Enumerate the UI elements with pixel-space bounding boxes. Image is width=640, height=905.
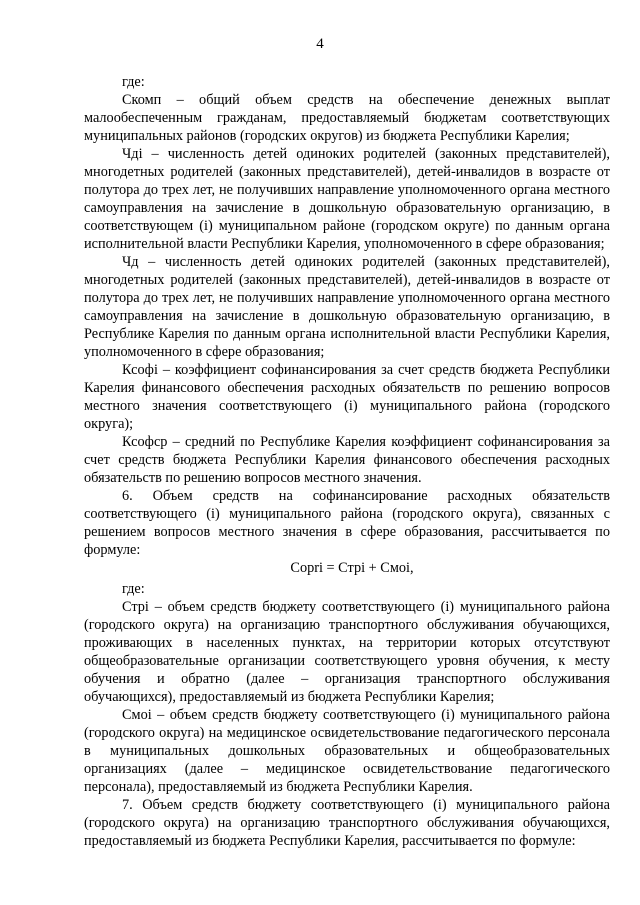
page-number: 4 xyxy=(316,36,324,52)
definition-chdi: Чдi – численность детей одиноких родителей (законных представителей), многодетных родителей (законных представителей), детей-инвалидов в возрасте от полутора до трех лет, не получивших направление уполномоченного органа местного самоуправления на зачисление в дошкольную образовательную организацию, в соответствующем (i) муниципальном районе (городском округе) по данным органа исполнительной власти Республики Карелия, уполномоченного в сфере образования; xyxy=(84,146,610,252)
definition-skomp: Скомп – общий объем средств на обеспечение денежных выплат малообеспеченным гражданам, предоставляемый бюджетам соответствующих муниципальных районов (городских округов) из бюджета Республики Карелия; xyxy=(84,92,610,144)
definition-ksofsr: Ксофср – средний по Республике Карелия коэффициент софинансирования за счет средств бюджета Республики Карелия финансового обеспечения расходных обязательств по решению вопросов местного значения. xyxy=(84,434,610,486)
definition-chd: Чд – численность детей одиноких родителей (законных представителей), многодетных родителей (законных представителей), детей-инвалидов в возрасте от полутора до трех лет, не получивших направление уполномоченного органа местного самоуправления на зачисление в дошкольную образовательную организацию, в Республике Карелия по данным органа исполнительной власти Республики Карелия, уполномоченного в сфере образования; xyxy=(84,254,610,360)
clause-7: 7. Объем средств бюджету соответствующего (i) муниципального района (городского округа) на организацию транспортного обслуживания обучающихся, предоставляемый из бюджета Республики Карелия, рассчитывается по формуле: xyxy=(84,797,610,849)
definition-stri: Стрi – объем средств бюджету соответствующего (i) муниципального района (городского округа) на организацию транспортного обслуживания обучающихся, проживающих в населенных пунктах, на территории которых отсутствуют общеобразовательные организации соответствующего уровня обучения, к месту обучения и обратно (далее – организация транспортного обслуживания обучающихся), предоставляемый из бюджета Республики Карелия; xyxy=(84,599,610,705)
definition-ksofi: Ксофi – коэффициент софинансирования за счет средств бюджета Республики Карелия финансового обеспечения расходных обязательств по решению вопросов местного значения соответствующего (i) муниципального района (городского округа); xyxy=(84,362,610,432)
where-label-2: где: xyxy=(122,581,145,597)
clause-6: 6. Объем средств на софинансирование расходных обязательств соответствующего (i) муниципального района (городского округа), связанных с решением вопросов местного значения в сфере образования, рассчитывается по формуле: xyxy=(84,488,610,558)
definition-smoi: Смоi – объем средств бюджету соответствующего (i) муниципального района (городского округа) на медицинское освидетельствование педагогического персонала в муниципальных дошкольных образовательных и общеобразовательных организациях (далее – медицинское освидетельствование педагогического персонала), предоставляемый из бюджета Республики Карелия. xyxy=(84,707,610,795)
document-body xyxy=(84,73,610,850)
where-label: где: xyxy=(122,74,145,90)
formula-sorri: Сорri = Стрi + Смоi, xyxy=(290,560,414,576)
